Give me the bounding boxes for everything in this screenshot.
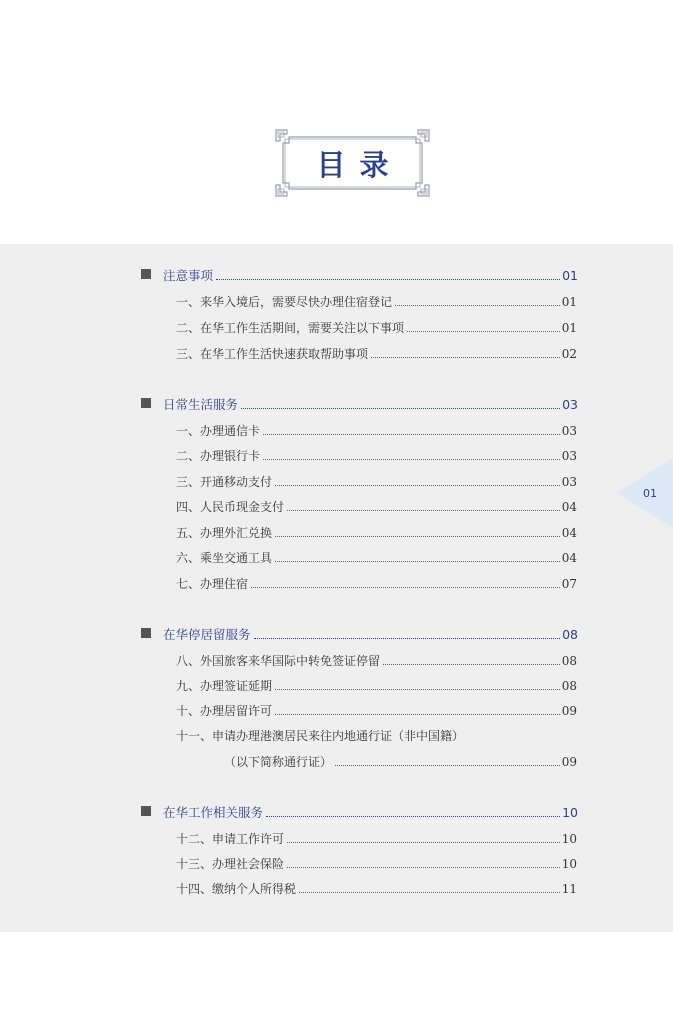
toc-item-page: 09 <box>561 755 577 769</box>
toc-item-label: 十四、缴纳个人所得税 <box>176 882 297 896</box>
toc-item-label: 三、开通移动支付 <box>176 475 273 489</box>
toc-section[interactable] <box>163 801 578 821</box>
toc-section-label: 注意事项 <box>163 268 214 283</box>
toc-item-label: 九、办理签证延期 <box>176 679 273 693</box>
square-bullet-icon <box>141 806 151 816</box>
dot-leader <box>407 331 560 332</box>
toc-item[interactable] <box>176 699 577 719</box>
square-bullet-icon <box>141 398 151 408</box>
toc-item-page: 09 <box>561 704 577 718</box>
toc-item-label: （以下简称通行证） <box>224 755 333 769</box>
dot-leader <box>287 510 560 511</box>
dot-leader <box>275 485 560 486</box>
toc-section-label: 在华工作相关服务 <box>163 805 264 820</box>
toc-item-label: 四、人民币现金支付 <box>176 500 285 514</box>
toc-item[interactable] <box>176 290 577 310</box>
dot-leader <box>263 459 560 460</box>
dot-leader <box>251 587 560 588</box>
toc-item[interactable] <box>176 419 577 439</box>
dot-leader <box>275 689 560 690</box>
toc-item-label: 一、办理通信卡 <box>176 424 261 438</box>
dot-leader <box>287 867 560 868</box>
toc-item-label: 十二、申请工作许可 <box>176 832 285 846</box>
toc-item-page: 03 <box>561 449 577 463</box>
dot-leader <box>371 357 560 358</box>
toc-item-page: 07 <box>561 577 577 591</box>
toc-section[interactable] <box>163 264 578 284</box>
toc-item[interactable] <box>176 674 577 694</box>
toc-section[interactable] <box>163 623 578 643</box>
toc-item-page: 04 <box>561 526 577 540</box>
toc-item[interactable] <box>176 724 577 744</box>
page-number: 01 <box>643 486 657 500</box>
dot-leader <box>275 561 560 562</box>
toc-item-page: 01 <box>561 295 577 309</box>
dot-leader <box>287 842 560 843</box>
toc-item-page: 04 <box>561 500 577 514</box>
toc-section-page: 01 <box>562 268 578 283</box>
toc-item-page: 03 <box>561 475 577 489</box>
toc-item-label: 一、来华入境后，需要尽快办理住宿登记 <box>176 295 393 309</box>
toc-item-page: 04 <box>561 551 577 565</box>
toc-item[interactable] <box>176 852 577 872</box>
toc-item-label: 十一、申请办理港澳居民来往内地通行证（非中国籍） <box>176 729 465 743</box>
toc-item-label: 二、在华工作生活期间，需要关注以下事项 <box>176 321 405 335</box>
dot-leader <box>254 638 561 639</box>
dot-leader <box>275 714 560 715</box>
toc-item[interactable] <box>176 342 577 362</box>
toc-section-label: 在华停居留服务 <box>163 627 251 642</box>
toc-item[interactable] <box>176 827 577 847</box>
toc-item[interactable] <box>176 649 577 669</box>
toc-section[interactable] <box>163 393 578 413</box>
dot-leader <box>395 305 560 306</box>
toc-item[interactable] <box>224 750 577 770</box>
toc-item[interactable] <box>176 572 577 592</box>
toc-item-label: 七、办理住宿 <box>176 577 249 591</box>
toc-section-page: 03 <box>562 397 578 412</box>
toc-item-label: 八、外国旅客来华国际中转免签证停留 <box>176 654 381 668</box>
square-bullet-icon <box>141 628 151 638</box>
dot-leader <box>216 279 560 280</box>
toc-item-label: 十、办理居留许可 <box>176 704 273 718</box>
toc-item-label: 十三、办理社会保险 <box>176 857 285 871</box>
dot-leader <box>299 892 560 893</box>
toc-section-page: 08 <box>562 627 578 642</box>
dot-leader <box>266 816 560 817</box>
toc-item-page: 01 <box>561 321 577 335</box>
toc-item[interactable] <box>176 316 577 336</box>
toc-item-page: 10 <box>561 832 577 846</box>
page-title: 目录 <box>316 147 403 182</box>
toc-item-page: 08 <box>561 654 577 668</box>
square-bullet-icon <box>141 269 151 279</box>
dot-leader <box>383 664 560 665</box>
toc-item-page: 08 <box>561 679 577 693</box>
toc-item-page: 02 <box>561 347 577 361</box>
toc-item-page: 03 <box>561 424 577 438</box>
toc-item[interactable] <box>176 495 577 515</box>
toc-item-label: 五、办理外汇兑换 <box>176 526 273 540</box>
toc-item-page: 10 <box>561 857 577 871</box>
toc-item-label: 二、办理银行卡 <box>176 449 261 463</box>
dot-leader <box>335 765 560 766</box>
toc-item-label: 三、在华工作生活快速获取帮助事项 <box>176 347 369 361</box>
dot-leader <box>275 536 560 537</box>
toc-section-label: 日常生活服务 <box>163 397 239 412</box>
dot-leader <box>241 408 560 409</box>
toc-item[interactable] <box>176 470 577 490</box>
toc-item-page: 11 <box>561 882 577 896</box>
toc-item-label: 六、乘坐交通工具 <box>176 551 273 565</box>
toc-item[interactable] <box>176 444 577 464</box>
toc-item[interactable] <box>176 546 577 566</box>
toc-item[interactable] <box>176 877 577 897</box>
toc-section-page: 10 <box>562 805 578 820</box>
toc-item[interactable] <box>176 521 577 541</box>
dot-leader <box>263 434 560 435</box>
